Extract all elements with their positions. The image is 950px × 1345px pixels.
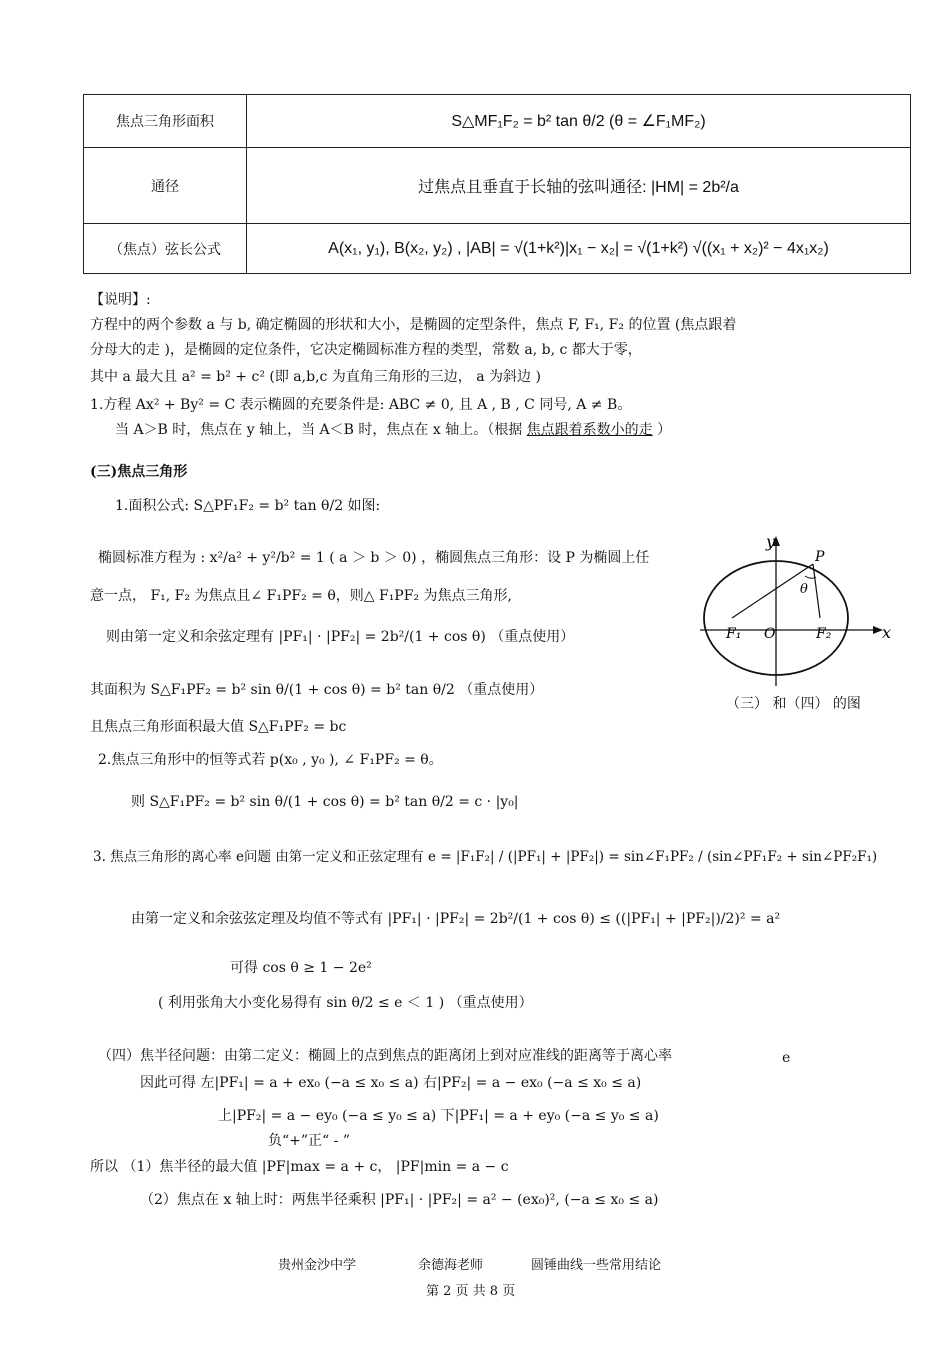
text-line: 2.焦点三角形中的恒等式若 p(x₀ , y₀ ), ∠ F₁PF₂ = θ。 — [98, 752, 443, 768]
f1-label: F₁ — [726, 626, 742, 642]
footer-teacher: 余德海老师 — [418, 1258, 484, 1273]
table-row — [84, 95, 911, 148]
footer-topic: 圆锤曲线一些常用结论 — [531, 1258, 662, 1273]
section-title: (三)焦点三角形 — [90, 464, 188, 480]
text-line: 上|PF₂| = a − ey₀ (−a ≤ y₀ ≤ a) 下|PF₁| = a + ey₀ (−a ≤ y₀ ≤ a) — [218, 1108, 659, 1124]
row-label: 通径 — [84, 148, 247, 224]
text-line: 意一点， F₁, F₂ 为焦点且∠ F₁PF₂ = θ，则△ F₁PF₂ 为焦点三角形, — [90, 588, 512, 604]
table-row — [84, 148, 911, 224]
notes-line: 其中 a 最大且 a² = b² + c² (即 a,b,c 为直角三角形的三边， a 为斜边 ) — [90, 369, 541, 385]
text-line: 1.面积公式: S△PF₁F₂ = b² tan θ/2 如图: — [115, 498, 381, 514]
row-formula: S△MF₁F₂ = b² tan θ/2 (θ = ∠F₁MF₂) — [247, 95, 911, 148]
text-line: （2）焦点在 x 轴上时：两焦半径乘积 |PF₁| · |PF₂| = a² − (ex₀)², (−a ≤ x₀ ≤ a) — [140, 1192, 659, 1208]
text-line: ( 利用张角大小变化易得有 sin θ/2 ≤ e ＜ 1 ) （重点使用） — [158, 995, 533, 1011]
text-line: 椭圆标准方程为 : x²/a² + y²/b² = 1 ( a ＞ b ＞ 0) ，椭圆焦点三角形：设 P 为椭圆上任 — [98, 550, 650, 566]
y-label: y — [766, 532, 776, 551]
figure-caption: （三） 和（四） 的图 — [726, 696, 861, 712]
text-line: 则由第一定义和余弦定理有 |PF₁| · |PF₂| = 2b²/(1 + cos θ) （重点使用） — [106, 629, 575, 645]
text-line: 负“+”正“ - ” — [268, 1133, 350, 1149]
row-formula: 过焦点且垂直于长轴的弦叫通径: |HM| = 2b²/a — [247, 148, 911, 224]
notes-line: 当 A＞B 时，焦点在 y 轴上，当 A＜B 时，焦点在 x 轴上。（根据 焦点跟着系数小的走 ） — [115, 422, 672, 438]
text-line: 因此可得 左|PF₁| = a + ex₀ (−a ≤ x₀ ≤ a) 右|PF₂| = a − ex₀ (−a ≤ x₀ ≤ a) — [140, 1075, 642, 1091]
row-label: （焦点）弦长公式 — [84, 224, 247, 274]
notes-line: 分母大的走 )，是椭圆的定位条件，它决定椭圆标准方程的类型，常数 a, b, c 都大于零， — [90, 342, 642, 358]
text-line: 3. 焦点三角形的离心率 e问题 由第一定义和正弦定理有 e = |F₁F₂| / (|PF₁| + |PF₂|) = sin∠F₁PF₂ / (sin∠PF₁F₂ + sin∠PF₂F₁) — [93, 849, 878, 865]
notes-line: 1.方程 Ax² + By² = C 表示椭圆的充要条件是: ABC ≠ 0, 且 A , B , C 同号, A ≠ B。 — [90, 397, 632, 413]
text-line: e — [782, 1050, 791, 1066]
text-line: 且焦点三角形面积最大值 S△F₁PF₂ = bc — [90, 719, 347, 735]
page-number: 第 2 页 共 8 页 — [426, 1284, 516, 1299]
text-line: 则 S△F₁PF₂ = b² sin θ/(1 + cos θ) = b² tan θ/2 = c · |y₀| — [131, 794, 519, 810]
notes-line: 方程中的两个参数 a 与 b, 确定椭圆的形状和大小，是椭圆的定型条件，焦点 F, F₁, F₂ 的位置 (焦点跟着 — [90, 317, 737, 333]
theta-label: θ — [800, 582, 808, 597]
x-label: x — [882, 623, 892, 642]
p-label: P — [815, 549, 825, 565]
text-line: 其面积为 S△F₁PF₂ = b² sin θ/(1 + cos θ) = b² tan θ/2 （重点使用） — [90, 682, 544, 698]
text-line: 由第一定义和余弦弦定理及均值不等式有 |PF₁| · |PF₂| = 2b²/(1 + cos θ) ≤ ((|PF₁| + |PF₂|)/2)² = a² — [131, 911, 781, 927]
formula-table — [83, 94, 911, 274]
table-row — [84, 224, 911, 274]
row-label: 焦点三角形面积 — [84, 95, 247, 148]
text-line: （四）焦半径问题：由第二定义：椭圆上的点到焦点的距离闭上到对应准线的距离等于离心率 — [98, 1048, 672, 1064]
origin-label: O — [764, 626, 776, 642]
text-line: 所以 （1）焦半径的最大值 |PF|max = a + c， |PF|min = a − c — [90, 1159, 509, 1175]
ellipse-figure — [698, 530, 898, 690]
notes-heading: 【说明】: — [90, 292, 151, 308]
text-line: 可得 cos θ ≥ 1 − 2e² — [230, 960, 372, 976]
footer-school: 贵州金沙中学 — [278, 1258, 357, 1273]
row-formula: A(x₁, y₁), B(x₂, y₂) , |AB| = √(1+k²)|x₁ − x₂| = √(1+k²) √((x₁ + x₂)² − 4x₁x₂) — [247, 224, 911, 274]
f2-label: F₂ — [816, 626, 832, 642]
